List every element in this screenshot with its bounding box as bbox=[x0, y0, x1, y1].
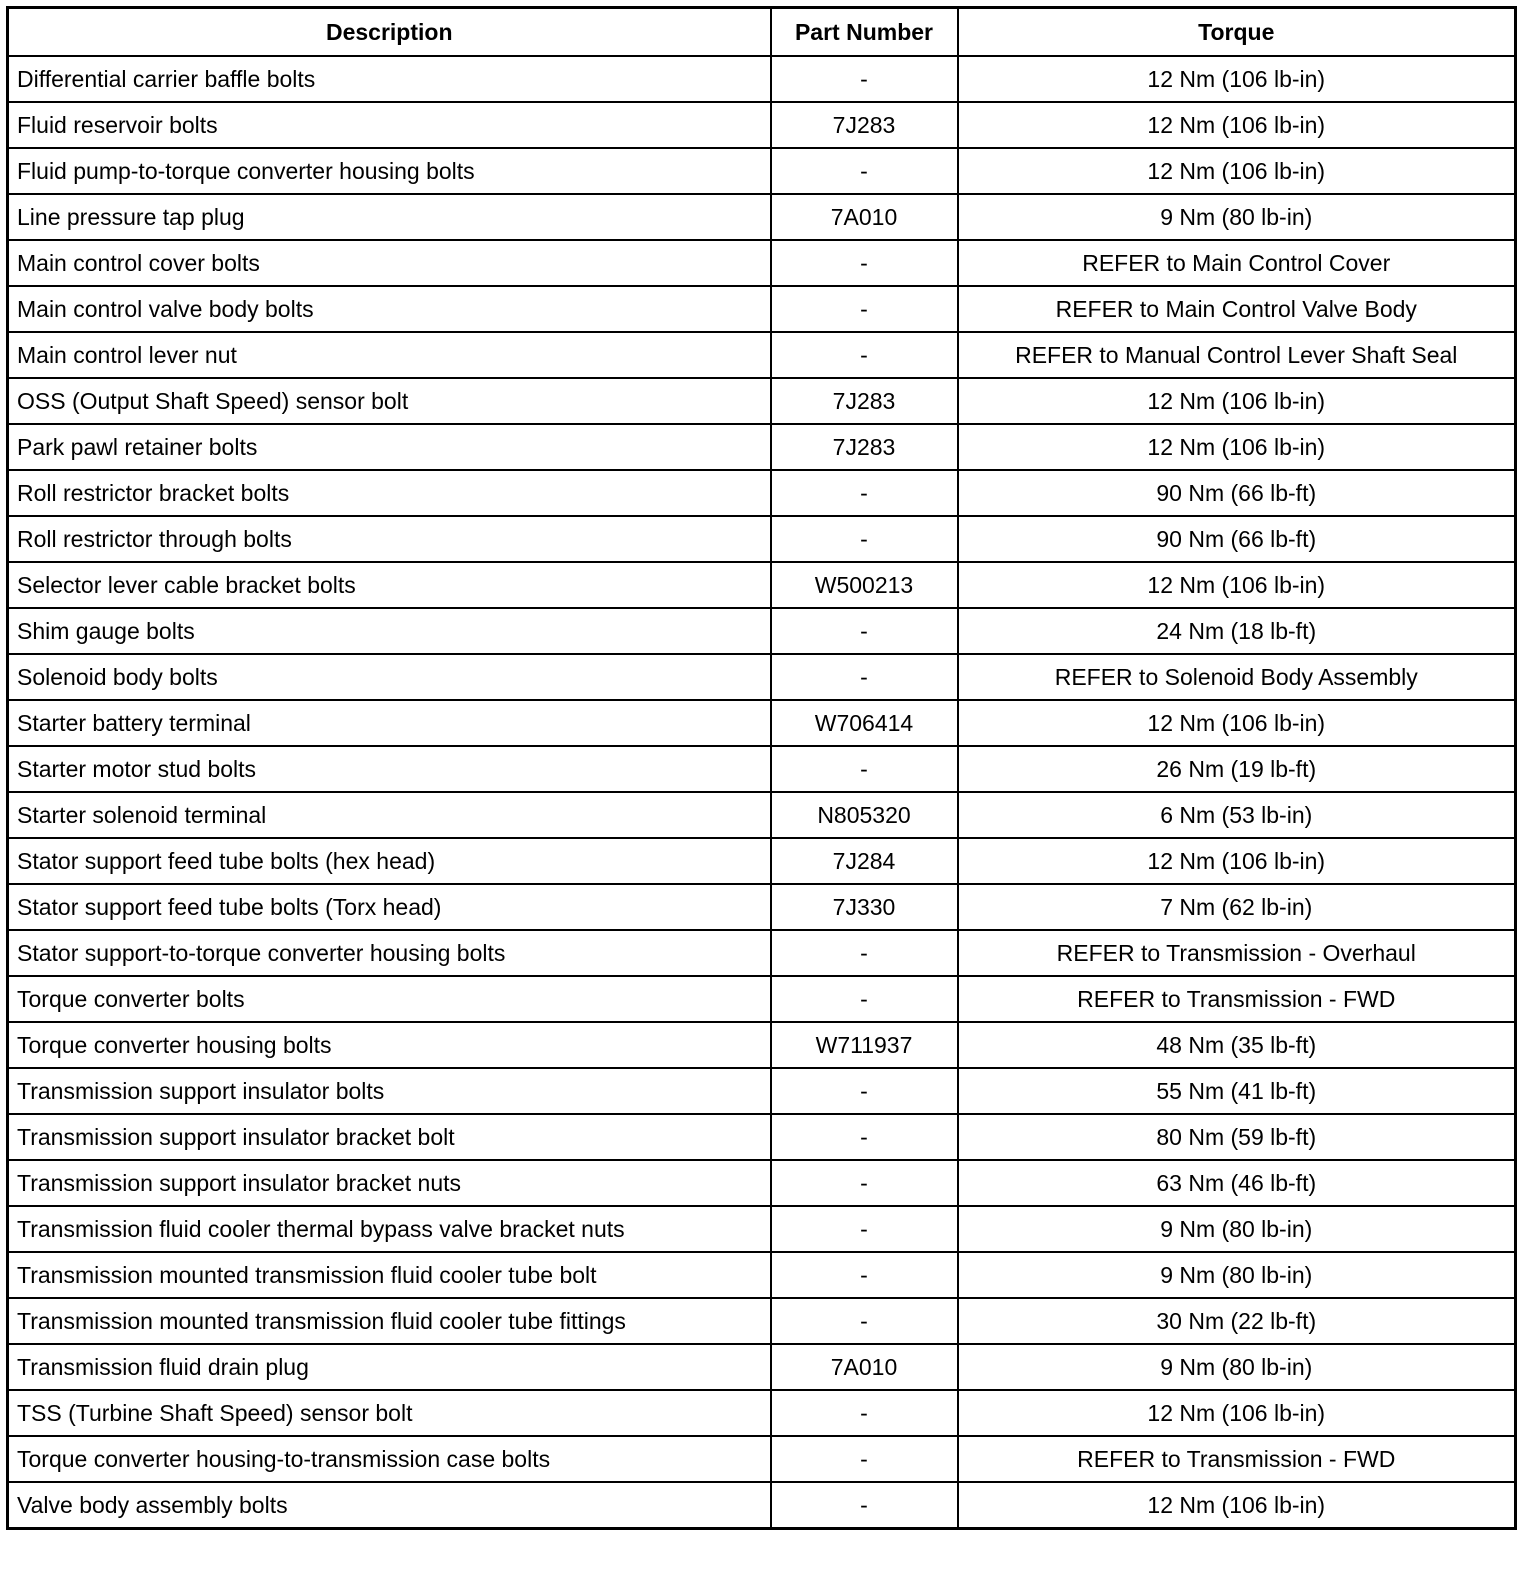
table-body bbox=[8, 56, 1516, 1529]
torque-cell: 12 Nm (106 lb-in) bbox=[958, 700, 1516, 746]
table-row bbox=[8, 56, 1516, 102]
part-number-cell: - bbox=[771, 1206, 958, 1252]
part-number-cell: - bbox=[771, 746, 958, 792]
description-cell: Fluid pump-to-torque converter housing bolts bbox=[8, 148, 771, 194]
torque-cell: REFER to Transmission - Overhaul bbox=[958, 930, 1516, 976]
table-row bbox=[8, 1206, 1516, 1252]
part-number-cell: - bbox=[771, 1160, 958, 1206]
description-cell: Park pawl retainer bolts bbox=[8, 424, 771, 470]
torque-cell: 90 Nm (66 lb-ft) bbox=[958, 470, 1516, 516]
table-row bbox=[8, 1114, 1516, 1160]
part-number-cell: 7A010 bbox=[771, 1344, 958, 1390]
table-row bbox=[8, 1482, 1516, 1529]
part-number-cell: - bbox=[771, 1252, 958, 1298]
torque-cell: 6 Nm (53 lb-in) bbox=[958, 792, 1516, 838]
torque-cell: REFER to Main Control Valve Body bbox=[958, 286, 1516, 332]
column-header-part-number: Part Number bbox=[771, 8, 958, 56]
torque-cell: REFER to Solenoid Body Assembly bbox=[958, 654, 1516, 700]
description-cell: Roll restrictor through bolts bbox=[8, 516, 771, 562]
part-number-cell: - bbox=[771, 516, 958, 562]
table-row bbox=[8, 516, 1516, 562]
description-cell: Torque converter housing bolts bbox=[8, 1022, 771, 1068]
description-cell: Transmission fluid cooler thermal bypass valve bracket nuts bbox=[8, 1206, 771, 1252]
table-row bbox=[8, 1344, 1516, 1390]
part-number-cell: 7J283 bbox=[771, 378, 958, 424]
table-row bbox=[8, 792, 1516, 838]
table-row bbox=[8, 194, 1516, 240]
description-cell: Torque converter bolts bbox=[8, 976, 771, 1022]
torque-cell: 12 Nm (106 lb-in) bbox=[958, 378, 1516, 424]
torque-cell: 26 Nm (19 lb-ft) bbox=[958, 746, 1516, 792]
torque-cell: REFER to Manual Control Lever Shaft Seal bbox=[958, 332, 1516, 378]
torque-cell: 9 Nm (80 lb-in) bbox=[958, 1252, 1516, 1298]
part-number-cell: - bbox=[771, 1298, 958, 1344]
part-number-cell: - bbox=[771, 1114, 958, 1160]
part-number-cell: - bbox=[771, 654, 958, 700]
torque-cell: 24 Nm (18 lb-ft) bbox=[958, 608, 1516, 654]
torque-cell: 9 Nm (80 lb-in) bbox=[958, 194, 1516, 240]
description-cell: Main control cover bolts bbox=[8, 240, 771, 286]
torque-cell: 12 Nm (106 lb-in) bbox=[958, 838, 1516, 884]
table-row bbox=[8, 562, 1516, 608]
description-cell: Stator support feed tube bolts (Torx head) bbox=[8, 884, 771, 930]
torque-cell: 63 Nm (46 lb-ft) bbox=[958, 1160, 1516, 1206]
part-number-cell: - bbox=[771, 56, 958, 102]
table-header-row bbox=[8, 8, 1516, 56]
part-number-cell: - bbox=[771, 608, 958, 654]
column-header-description: Description bbox=[8, 8, 771, 56]
description-cell: Main control valve body bolts bbox=[8, 286, 771, 332]
table-row bbox=[8, 608, 1516, 654]
part-number-cell: - bbox=[771, 1068, 958, 1114]
table-row bbox=[8, 654, 1516, 700]
part-number-cell: - bbox=[771, 1482, 958, 1529]
torque-cell: 9 Nm (80 lb-in) bbox=[958, 1344, 1516, 1390]
table-row bbox=[8, 1068, 1516, 1114]
table-row bbox=[8, 424, 1516, 470]
torque-cell: 12 Nm (106 lb-in) bbox=[958, 1390, 1516, 1436]
table-row bbox=[8, 1390, 1516, 1436]
description-cell: Transmission support insulator bolts bbox=[8, 1068, 771, 1114]
description-cell: Torque converter housing-to-transmission case bolts bbox=[8, 1436, 771, 1482]
part-number-cell: - bbox=[771, 286, 958, 332]
description-cell: Transmission fluid drain plug bbox=[8, 1344, 771, 1390]
part-number-cell: - bbox=[771, 930, 958, 976]
part-number-cell: 7J283 bbox=[771, 102, 958, 148]
description-cell: OSS (Output Shaft Speed) sensor bolt bbox=[8, 378, 771, 424]
description-cell: Transmission support insulator bracket nuts bbox=[8, 1160, 771, 1206]
description-cell: Selector lever cable bracket bolts bbox=[8, 562, 771, 608]
table-row bbox=[8, 1160, 1516, 1206]
part-number-cell: - bbox=[771, 148, 958, 194]
description-cell: Transmission mounted transmission fluid cooler tube bolt bbox=[8, 1252, 771, 1298]
part-number-cell: 7A010 bbox=[771, 194, 958, 240]
torque-cell: 12 Nm (106 lb-in) bbox=[958, 102, 1516, 148]
part-number-cell: N805320 bbox=[771, 792, 958, 838]
table-row bbox=[8, 1022, 1516, 1068]
torque-cell: 48 Nm (35 lb-ft) bbox=[958, 1022, 1516, 1068]
torque-cell: REFER to Main Control Cover bbox=[958, 240, 1516, 286]
table-row bbox=[8, 1252, 1516, 1298]
torque-cell: 12 Nm (106 lb-in) bbox=[958, 562, 1516, 608]
part-number-cell: - bbox=[771, 1436, 958, 1482]
table-row bbox=[8, 240, 1516, 286]
torque-cell: 12 Nm (106 lb-in) bbox=[958, 148, 1516, 194]
torque-cell: 12 Nm (106 lb-in) bbox=[958, 56, 1516, 102]
table-row bbox=[8, 1298, 1516, 1344]
table-row bbox=[8, 102, 1516, 148]
description-cell: Starter battery terminal bbox=[8, 700, 771, 746]
description-cell: Transmission support insulator bracket bolt bbox=[8, 1114, 771, 1160]
description-cell: Differential carrier baffle bolts bbox=[8, 56, 771, 102]
table-row bbox=[8, 700, 1516, 746]
table-row bbox=[8, 746, 1516, 792]
description-cell: Stator support-to-torque converter housing bolts bbox=[8, 930, 771, 976]
torque-cell: 90 Nm (66 lb-ft) bbox=[958, 516, 1516, 562]
part-number-cell: - bbox=[771, 976, 958, 1022]
table-row bbox=[8, 884, 1516, 930]
part-number-cell: W706414 bbox=[771, 700, 958, 746]
part-number-cell: 7J283 bbox=[771, 424, 958, 470]
part-number-cell: 7J284 bbox=[771, 838, 958, 884]
torque-cell: 12 Nm (106 lb-in) bbox=[958, 1482, 1516, 1529]
torque-cell: 9 Nm (80 lb-in) bbox=[958, 1206, 1516, 1252]
part-number-cell: W711937 bbox=[771, 1022, 958, 1068]
part-number-cell: W500213 bbox=[771, 562, 958, 608]
torque-cell: REFER to Transmission - FWD bbox=[958, 976, 1516, 1022]
table-row bbox=[8, 332, 1516, 378]
description-cell: Valve body assembly bolts bbox=[8, 1482, 771, 1529]
description-cell: Transmission mounted transmission fluid cooler tube fittings bbox=[8, 1298, 771, 1344]
part-number-cell: - bbox=[771, 332, 958, 378]
description-cell: Shim gauge bolts bbox=[8, 608, 771, 654]
description-cell: Starter motor stud bolts bbox=[8, 746, 771, 792]
description-cell: TSS (Turbine Shaft Speed) sensor bolt bbox=[8, 1390, 771, 1436]
description-cell: Solenoid body bolts bbox=[8, 654, 771, 700]
table-row bbox=[8, 148, 1516, 194]
torque-cell: REFER to Transmission - FWD bbox=[958, 1436, 1516, 1482]
description-cell: Main control lever nut bbox=[8, 332, 771, 378]
table-row bbox=[8, 1436, 1516, 1482]
table-row bbox=[8, 470, 1516, 516]
part-number-cell: - bbox=[771, 240, 958, 286]
torque-cell: 55 Nm (41 lb-ft) bbox=[958, 1068, 1516, 1114]
table-row bbox=[8, 976, 1516, 1022]
torque-cell: 30 Nm (22 lb-ft) bbox=[958, 1298, 1516, 1344]
torque-specifications-table bbox=[6, 6, 1517, 1530]
torque-cell: 7 Nm (62 lb-in) bbox=[958, 884, 1516, 930]
torque-cell: 12 Nm (106 lb-in) bbox=[958, 424, 1516, 470]
description-cell: Line pressure tap plug bbox=[8, 194, 771, 240]
description-cell: Starter solenoid terminal bbox=[8, 792, 771, 838]
table-row bbox=[8, 286, 1516, 332]
table-row bbox=[8, 838, 1516, 884]
description-cell: Fluid reservoir bolts bbox=[8, 102, 771, 148]
description-cell: Stator support feed tube bolts (hex head) bbox=[8, 838, 771, 884]
part-number-cell: 7J330 bbox=[771, 884, 958, 930]
column-header-torque: Torque bbox=[958, 8, 1516, 56]
table-row bbox=[8, 378, 1516, 424]
torque-cell: 80 Nm (59 lb-ft) bbox=[958, 1114, 1516, 1160]
part-number-cell: - bbox=[771, 1390, 958, 1436]
table-row bbox=[8, 930, 1516, 976]
description-cell: Roll restrictor bracket bolts bbox=[8, 470, 771, 516]
part-number-cell: - bbox=[771, 470, 958, 516]
